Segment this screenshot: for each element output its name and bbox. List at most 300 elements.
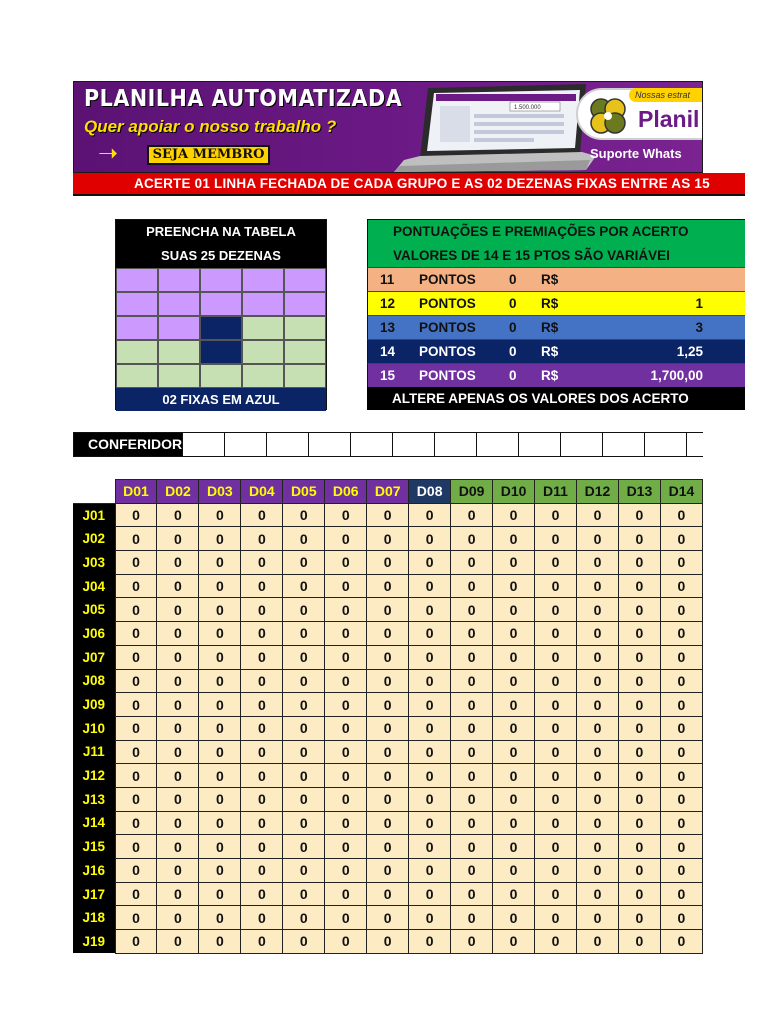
game-cell: 0 xyxy=(618,693,660,717)
arrow-right-icon: ➝ xyxy=(98,140,119,167)
game-cell: 0 xyxy=(409,787,451,811)
entry-cell[interactable] xyxy=(242,364,284,388)
entry-cell[interactable] xyxy=(284,292,326,316)
game-cell: 0 xyxy=(451,693,493,717)
entry-cell[interactable] xyxy=(158,316,200,340)
game-cell: 0 xyxy=(535,693,577,717)
game-cell: 0 xyxy=(618,598,660,622)
game-cell: 0 xyxy=(199,693,241,717)
prize-currency: R$ xyxy=(541,344,559,359)
game-cell: 0 xyxy=(325,622,367,646)
entry-cell[interactable] xyxy=(200,268,242,292)
game-row xyxy=(73,906,703,930)
game-cell: 0 xyxy=(199,764,241,788)
game-row-label: J18 xyxy=(73,906,115,930)
game-cell: 0 xyxy=(451,716,493,740)
game-cell: 0 xyxy=(115,551,157,575)
game-cell: 0 xyxy=(115,693,157,717)
game-cell: 0 xyxy=(409,811,451,835)
game-cell: 0 xyxy=(409,669,451,693)
game-row-label: J02 xyxy=(73,527,115,551)
game-cell: 0 xyxy=(618,716,660,740)
game-cell: 0 xyxy=(576,882,618,906)
game-cell: 0 xyxy=(493,787,535,811)
game-cell: 0 xyxy=(241,859,283,883)
game-cell: 0 xyxy=(660,503,702,527)
game-row-label: J14 xyxy=(73,811,115,835)
game-cell: 0 xyxy=(493,622,535,646)
game-cell: 0 xyxy=(283,859,325,883)
entry-cell[interactable] xyxy=(242,268,284,292)
game-cell: 0 xyxy=(576,811,618,835)
game-row xyxy=(73,598,703,622)
game-cell: 0 xyxy=(576,598,618,622)
prize-points-label: PONTOS xyxy=(419,320,476,335)
game-cell: 0 xyxy=(618,645,660,669)
game-cell: 0 xyxy=(241,764,283,788)
game-cell: 0 xyxy=(157,551,199,575)
game-cell: 0 xyxy=(241,716,283,740)
game-cell: 0 xyxy=(367,930,409,954)
game-cell: 0 xyxy=(576,906,618,930)
prize-value[interactable]: 3 xyxy=(695,320,703,335)
game-cell: 0 xyxy=(283,764,325,788)
game-cell: 0 xyxy=(493,693,535,717)
game-row-label: J12 xyxy=(73,764,115,788)
game-row-label: J08 xyxy=(73,669,115,693)
prize-hit-count: 0 xyxy=(509,320,517,335)
game-cell: 0 xyxy=(115,574,157,598)
entry-cell[interactable] xyxy=(284,316,326,340)
game-row xyxy=(73,811,703,835)
game-cell: 0 xyxy=(618,764,660,788)
game-cell: 0 xyxy=(199,598,241,622)
game-row-label: J05 xyxy=(73,598,115,622)
game-cell: 0 xyxy=(618,835,660,859)
game-cell: 0 xyxy=(241,882,283,906)
game-cell: 0 xyxy=(660,835,702,859)
game-cell: 0 xyxy=(367,574,409,598)
game-cell: 0 xyxy=(451,740,493,764)
game-cell: 0 xyxy=(115,645,157,669)
entry-cell[interactable] xyxy=(200,364,242,388)
game-cell: 0 xyxy=(660,598,702,622)
column-header: D12 xyxy=(576,480,618,504)
game-cell: 0 xyxy=(115,787,157,811)
game-row xyxy=(73,527,703,551)
game-cell: 0 xyxy=(493,764,535,788)
game-cell: 0 xyxy=(618,527,660,551)
game-cell: 0 xyxy=(199,669,241,693)
game-cell: 0 xyxy=(576,622,618,646)
prize-rows xyxy=(367,267,745,387)
game-cell: 0 xyxy=(493,598,535,622)
game-cell: 0 xyxy=(535,764,577,788)
game-cell: 0 xyxy=(283,503,325,527)
promo-banner[interactable] xyxy=(73,81,703,173)
game-cell: 0 xyxy=(115,740,157,764)
game-cell: 0 xyxy=(535,787,577,811)
game-cell: 0 xyxy=(367,787,409,811)
entry-cell[interactable] xyxy=(158,340,200,364)
game-cell: 0 xyxy=(199,811,241,835)
column-header: D04 xyxy=(241,480,283,504)
game-row xyxy=(73,835,703,859)
game-cell: 0 xyxy=(283,574,325,598)
entry-cell[interactable] xyxy=(284,340,326,364)
game-cell: 0 xyxy=(325,835,367,859)
game-row-label: J19 xyxy=(73,930,115,954)
game-cell: 0 xyxy=(157,598,199,622)
game-cell: 0 xyxy=(660,693,702,717)
entry-cell[interactable] xyxy=(200,340,242,364)
prize-points-label: PONTOS xyxy=(419,368,476,383)
game-cell: 0 xyxy=(576,693,618,717)
game-cell: 0 xyxy=(157,859,199,883)
game-cell: 0 xyxy=(409,906,451,930)
game-cell: 0 xyxy=(115,930,157,954)
game-cell: 0 xyxy=(241,693,283,717)
game-cell: 0 xyxy=(535,811,577,835)
game-cell: 0 xyxy=(493,645,535,669)
checker-input[interactable] xyxy=(518,433,560,456)
game-cell: 0 xyxy=(576,669,618,693)
game-row xyxy=(73,740,703,764)
game-cell: 0 xyxy=(660,551,702,575)
game-cell: 0 xyxy=(199,930,241,954)
game-cell: 0 xyxy=(325,669,367,693)
game-cell: 0 xyxy=(618,811,660,835)
game-cell: 0 xyxy=(199,859,241,883)
prize-currency: R$ xyxy=(541,272,559,287)
game-cell: 0 xyxy=(451,527,493,551)
game-cell: 0 xyxy=(325,645,367,669)
game-cell: 0 xyxy=(199,835,241,859)
instruction-bar xyxy=(73,173,745,196)
checker-input[interactable] xyxy=(644,433,686,456)
column-header: D13 xyxy=(618,480,660,504)
game-cell: 0 xyxy=(576,551,618,575)
game-cell: 0 xyxy=(451,787,493,811)
game-cell: 0 xyxy=(660,669,702,693)
prize-value[interactable]: 1,25 xyxy=(676,344,703,359)
game-cell: 0 xyxy=(283,906,325,930)
entry-cell[interactable] xyxy=(116,292,158,316)
game-cell: 0 xyxy=(241,503,283,527)
game-row xyxy=(73,645,703,669)
game-cell: 0 xyxy=(157,645,199,669)
game-cell: 0 xyxy=(451,551,493,575)
game-cell: 0 xyxy=(409,835,451,859)
game-cell: 0 xyxy=(535,835,577,859)
entry-cell[interactable] xyxy=(158,292,200,316)
clover-icon xyxy=(586,94,630,138)
game-cell: 0 xyxy=(325,930,367,954)
game-cell: 0 xyxy=(115,882,157,906)
game-row xyxy=(73,574,703,598)
game-cell: 0 xyxy=(241,527,283,551)
game-row-label: J10 xyxy=(73,716,115,740)
entry-cell[interactable] xyxy=(158,268,200,292)
game-cell: 0 xyxy=(157,669,199,693)
checker-inputs xyxy=(182,433,728,456)
entry-cell[interactable] xyxy=(116,268,158,292)
prize-points-label: PONTOS xyxy=(419,296,476,311)
game-cell: 0 xyxy=(325,787,367,811)
checker-input[interactable] xyxy=(434,433,476,456)
entry-cell[interactable] xyxy=(242,316,284,340)
game-cell: 0 xyxy=(283,716,325,740)
game-cell: 0 xyxy=(660,930,702,954)
numbers-entry-table xyxy=(115,219,327,410)
entry-cell[interactable] xyxy=(116,340,158,364)
game-cell: 0 xyxy=(367,551,409,575)
game-cell: 0 xyxy=(409,859,451,883)
game-cell: 0 xyxy=(576,764,618,788)
column-header: D05 xyxy=(283,480,325,504)
logo-text: Planil xyxy=(638,106,700,132)
game-cell: 0 xyxy=(367,882,409,906)
entry-cell[interactable] xyxy=(242,292,284,316)
game-cell: 0 xyxy=(283,835,325,859)
checker-input[interactable] xyxy=(182,433,224,456)
fixed-numbers-note: 02 FIXAS EM AZUL xyxy=(116,388,326,411)
game-cell: 0 xyxy=(367,669,409,693)
game-cell: 0 xyxy=(283,669,325,693)
game-cell: 0 xyxy=(451,882,493,906)
game-cell: 0 xyxy=(535,503,577,527)
instruction-text: ACERTE 01 LINHA FECHADA DE CADA GRUPO E AS 02 DEZENAS FIXAS ENTRE AS 15 xyxy=(134,176,710,191)
game-cell: 0 xyxy=(618,574,660,598)
game-cell: 0 xyxy=(115,527,157,551)
logo-tagline: Nossas estrat xyxy=(629,88,703,102)
game-cell: 0 xyxy=(618,787,660,811)
game-cell: 0 xyxy=(241,906,283,930)
game-cell: 0 xyxy=(325,598,367,622)
entry-cell[interactable] xyxy=(242,340,284,364)
game-cell: 0 xyxy=(493,716,535,740)
game-cell: 0 xyxy=(367,740,409,764)
prize-table-header xyxy=(367,219,745,267)
game-row xyxy=(73,764,703,788)
prize-row xyxy=(367,339,745,363)
game-cell: 0 xyxy=(660,645,702,669)
game-cell: 0 xyxy=(157,811,199,835)
game-row xyxy=(73,787,703,811)
game-cell: 0 xyxy=(618,882,660,906)
game-cell: 0 xyxy=(115,859,157,883)
game-cell: 0 xyxy=(157,787,199,811)
game-row xyxy=(73,669,703,693)
game-cell: 0 xyxy=(115,835,157,859)
game-cell: 0 xyxy=(618,551,660,575)
prize-points: 11 xyxy=(380,272,395,287)
game-cell: 0 xyxy=(283,645,325,669)
column-header: D14 xyxy=(660,480,702,504)
game-cell: 0 xyxy=(241,669,283,693)
game-cell: 0 xyxy=(367,503,409,527)
game-row-label: J11 xyxy=(73,740,115,764)
game-cell: 0 xyxy=(367,811,409,835)
game-cell: 0 xyxy=(660,859,702,883)
entry-header-line1: PREENCHA NA TABELA xyxy=(146,224,296,239)
game-cell: 0 xyxy=(493,882,535,906)
column-header: D09 xyxy=(451,480,493,504)
game-row xyxy=(73,551,703,575)
game-row-label: J17 xyxy=(73,882,115,906)
game-cell: 0 xyxy=(115,811,157,835)
game-cell: 0 xyxy=(115,716,157,740)
game-cell: 0 xyxy=(535,859,577,883)
game-cell: 0 xyxy=(535,716,577,740)
game-cell: 0 xyxy=(157,693,199,717)
laptop-badge-text: 1.500.000 xyxy=(514,105,541,111)
game-cell: 0 xyxy=(325,882,367,906)
entry-table-header xyxy=(116,220,326,268)
game-cell: 0 xyxy=(618,740,660,764)
game-cell: 0 xyxy=(325,811,367,835)
game-cell: 0 xyxy=(241,835,283,859)
entry-cell[interactable] xyxy=(116,316,158,340)
game-cell: 0 xyxy=(325,740,367,764)
entry-cell[interactable] xyxy=(284,364,326,388)
checker-input[interactable] xyxy=(308,433,350,456)
game-cell: 0 xyxy=(325,716,367,740)
game-cell: 0 xyxy=(283,551,325,575)
game-cell: 0 xyxy=(157,503,199,527)
game-cell: 0 xyxy=(157,906,199,930)
column-header: D01 xyxy=(115,480,157,504)
game-cell: 0 xyxy=(451,574,493,598)
game-cell: 0 xyxy=(535,574,577,598)
entry-cell[interactable] xyxy=(200,292,242,316)
entry-grid xyxy=(116,268,326,388)
entry-cell[interactable] xyxy=(116,364,158,388)
prize-hit-count: 0 xyxy=(509,344,517,359)
entry-cell[interactable] xyxy=(200,316,242,340)
checker-input[interactable] xyxy=(392,433,434,456)
game-cell: 0 xyxy=(535,906,577,930)
game-cell: 0 xyxy=(493,551,535,575)
game-cell: 0 xyxy=(409,693,451,717)
checker-input[interactable] xyxy=(686,433,728,456)
game-cell: 0 xyxy=(576,930,618,954)
game-cell: 0 xyxy=(618,503,660,527)
checker-input[interactable] xyxy=(350,433,392,456)
game-cell: 0 xyxy=(409,716,451,740)
game-cell: 0 xyxy=(199,906,241,930)
game-cell: 0 xyxy=(409,551,451,575)
game-cell: 0 xyxy=(367,622,409,646)
prize-points: 12 xyxy=(380,296,396,311)
column-header: D02 xyxy=(157,480,199,504)
game-cell: 0 xyxy=(493,859,535,883)
game-cell: 0 xyxy=(157,882,199,906)
game-cell: 0 xyxy=(241,622,283,646)
prize-currency: R$ xyxy=(541,296,559,311)
game-cell: 0 xyxy=(660,527,702,551)
prize-row xyxy=(367,315,745,339)
entry-cell[interactable] xyxy=(284,268,326,292)
game-cell: 0 xyxy=(451,906,493,930)
game-cell: 0 xyxy=(199,882,241,906)
game-cell: 0 xyxy=(576,859,618,883)
checker-input[interactable] xyxy=(476,433,518,456)
prize-value[interactable]: 1,700,00 xyxy=(650,368,703,383)
game-row xyxy=(73,930,703,954)
checker-input[interactable] xyxy=(602,433,644,456)
prize-header-line1: PONTUAÇÕES E PREMIAÇÕES POR ACERTO xyxy=(393,224,689,239)
game-cell: 0 xyxy=(660,906,702,930)
game-row-label: J06 xyxy=(73,622,115,646)
game-cell: 0 xyxy=(576,740,618,764)
game-cell: 0 xyxy=(241,551,283,575)
game-cell: 0 xyxy=(157,716,199,740)
game-cell: 0 xyxy=(493,503,535,527)
game-cell: 0 xyxy=(325,527,367,551)
prize-value[interactable]: 1 xyxy=(695,296,703,311)
prize-points-label: PONTOS xyxy=(419,344,476,359)
game-cell: 0 xyxy=(660,764,702,788)
column-header: D08 xyxy=(409,480,451,504)
game-cell: 0 xyxy=(241,598,283,622)
game-cell: 0 xyxy=(115,622,157,646)
game-row-label: J07 xyxy=(73,645,115,669)
game-cell: 0 xyxy=(493,930,535,954)
game-cell: 0 xyxy=(618,906,660,930)
game-cell: 0 xyxy=(451,622,493,646)
game-cell: 0 xyxy=(493,835,535,859)
prize-hit-count: 0 xyxy=(509,296,517,311)
game-cell: 0 xyxy=(241,811,283,835)
game-cell: 0 xyxy=(618,930,660,954)
game-cell: 0 xyxy=(241,740,283,764)
game-row xyxy=(73,882,703,906)
games-grid xyxy=(73,479,703,954)
game-cell: 0 xyxy=(325,503,367,527)
game-cell: 0 xyxy=(660,740,702,764)
column-header: D03 xyxy=(199,480,241,504)
checker-input[interactable] xyxy=(266,433,308,456)
laptop-illustration xyxy=(390,84,600,172)
column-header: D07 xyxy=(367,480,409,504)
game-row xyxy=(73,859,703,883)
prize-row xyxy=(367,291,745,315)
game-cell: 0 xyxy=(157,622,199,646)
game-cell: 0 xyxy=(660,622,702,646)
game-cell: 0 xyxy=(325,764,367,788)
game-cell: 0 xyxy=(157,574,199,598)
join-member-button[interactable]: SEJA MEMBRO xyxy=(147,145,270,165)
game-cell: 0 xyxy=(199,645,241,669)
checker-input[interactable] xyxy=(560,433,602,456)
checker-row xyxy=(73,432,703,457)
entry-cell[interactable] xyxy=(158,364,200,388)
prize-hit-count: 0 xyxy=(509,272,517,287)
game-cell: 0 xyxy=(367,527,409,551)
whatsapp-support-link[interactable]: Suporte Whats xyxy=(590,146,682,161)
game-row-label: J03 xyxy=(73,551,115,575)
game-cell: 0 xyxy=(451,811,493,835)
game-cell: 0 xyxy=(535,740,577,764)
game-cell: 0 xyxy=(660,574,702,598)
checker-input[interactable] xyxy=(224,433,266,456)
game-cell: 0 xyxy=(283,787,325,811)
prize-currency: R$ xyxy=(541,368,559,383)
column-header: D06 xyxy=(325,480,367,504)
game-cell: 0 xyxy=(157,764,199,788)
game-cell: 0 xyxy=(157,527,199,551)
